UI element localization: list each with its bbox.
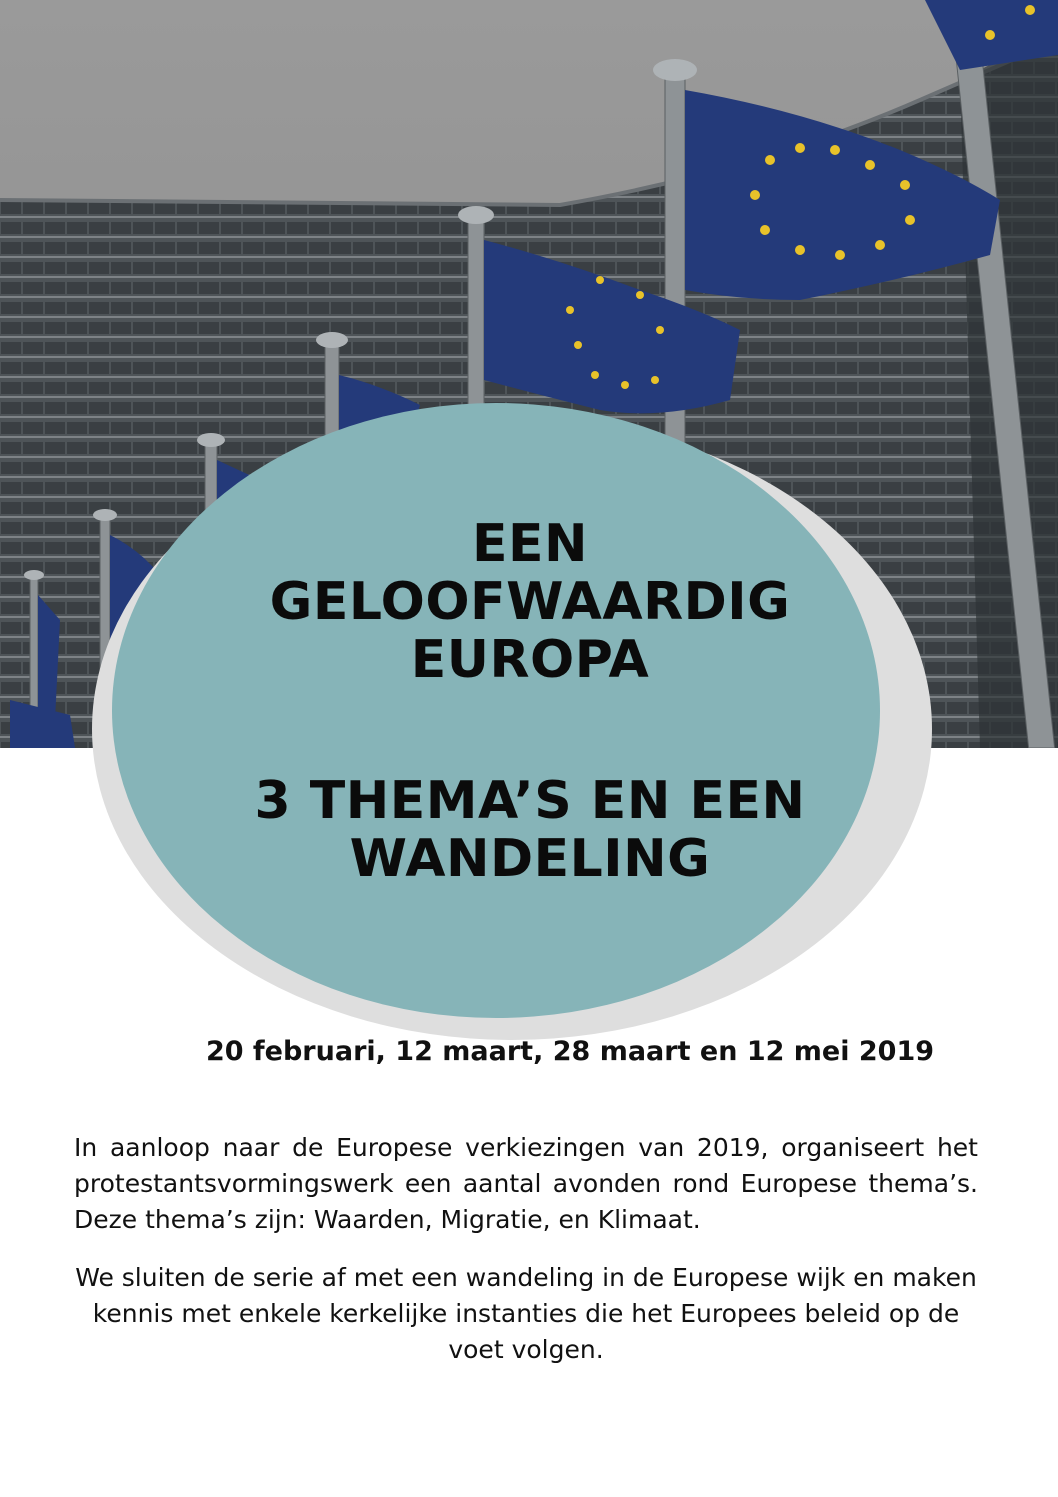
intro-paragraph: In aanloop naar de Europese verkiezingen van 2019, organiseert het protestantsvormingswerk een aantal avonden rond Europese thema’s. Deze thema’s zijn: Waarden, Migratie, en Klimaat. — [74, 1133, 978, 1234]
title-line: GELOOFWAARDIG — [269, 572, 791, 632]
subtitle — [170, 772, 890, 888]
subtitle-line: 3 THEMA’S EN EEN — [254, 771, 806, 831]
title-line: EUROPA — [410, 630, 650, 690]
outro-paragraph: We sluiten de serie af met een wandeling in de Europese wijk en maken kennis met enkele kerkelijke instanties die het Europees beleid op de voet volgen. — [75, 1263, 977, 1364]
title-line: EEN — [471, 514, 589, 574]
event-dates: 20 februari, 12 maart, 28 maart en 12 mei 2019 — [205, 1036, 935, 1067]
subtitle-line: WANDELING — [349, 829, 711, 889]
title-ellipse — [112, 403, 880, 1018]
main-title — [180, 515, 880, 689]
